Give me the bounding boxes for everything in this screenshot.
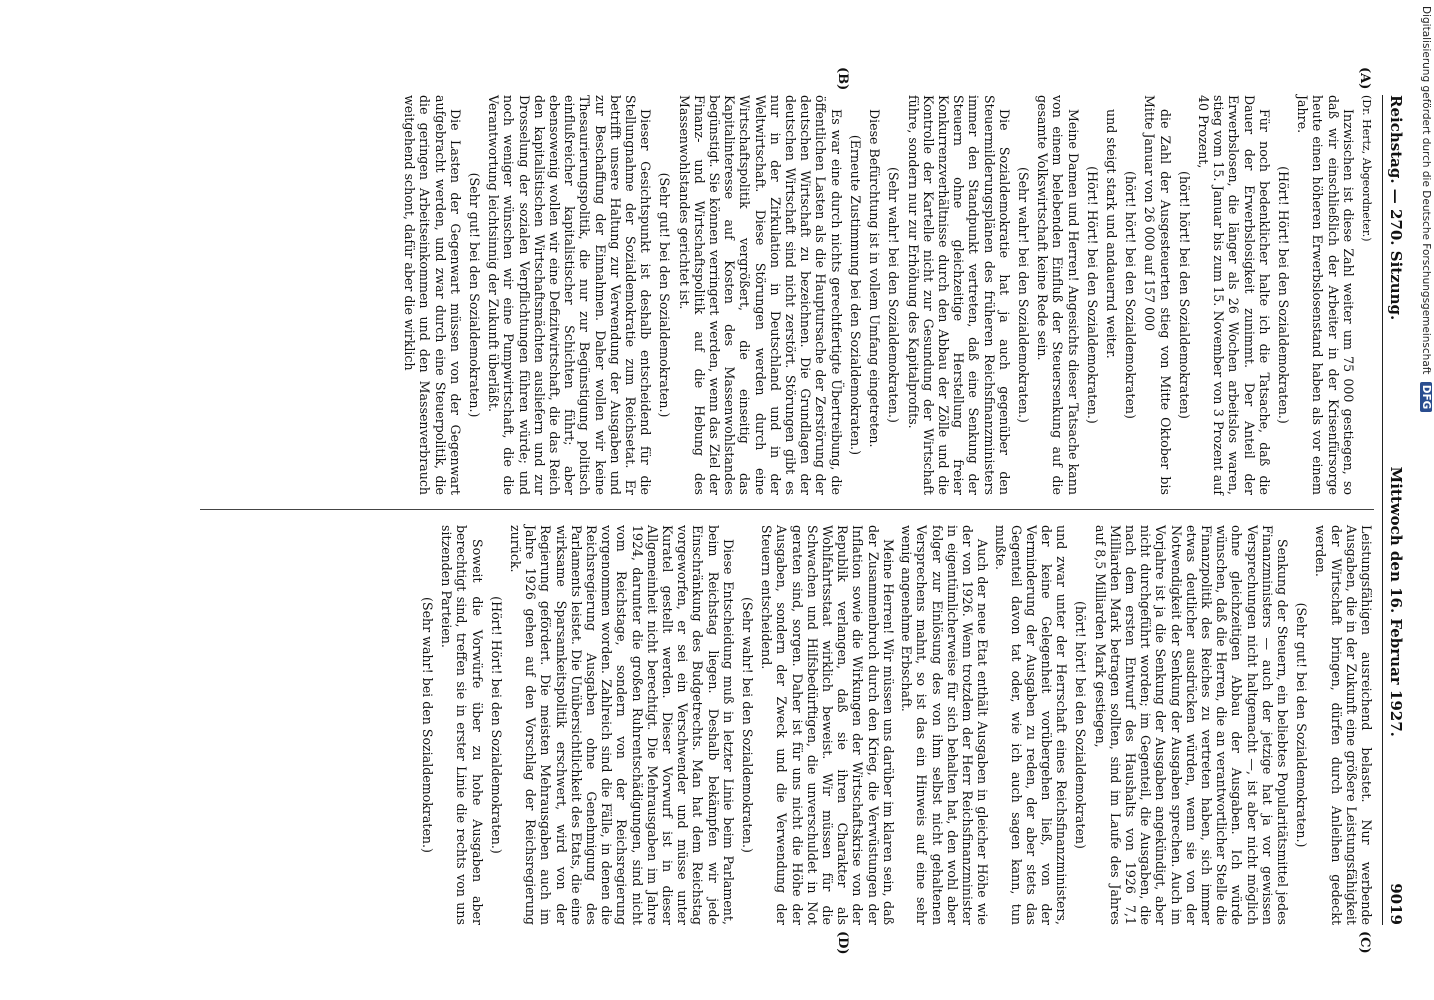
interjection: (hört! hört! bei den Sozialdemokraten) <box>1176 171 1192 419</box>
page-header <box>1382 95 1410 925</box>
interjection: (Sehr wahr! bei den Sozialdemokraten.) <box>1015 167 1031 423</box>
right-column <box>190 525 1374 925</box>
paragraph: Soweit die Vorwürfe über zu hohe Ausgaben aber berechtigt sind, treffen sie in erster Linie die rechts von uns sitzenden Parteien. <box>439 525 485 925</box>
paragraph: Die Sozialdemokratie hat ja auch gegenüber den Steuermilderungsplänen des früheren Reichsfinanzministers immer den Standpunkt vertreten, daß eine Senkung der Steuern ohne gleichzeitige Herstellung freier Konkurrenzverhältnisse durch den Abbau der Zölle und die Kontrolle der Kartelle nicht zur Gesundung der Wirtschaft führe, sondern nur zur Erhöhung des Kapitalprofits. <box>905 95 1012 495</box>
paragraph: Für noch bedenklicher halte ich die Tatsache, daß die Dauer der Erwerbslosigkeit zunimmt. Der Anteil der Erwerbslosen, die länger als 26 Wochen arbeitslos waren, stieg vom 15. Januar bis zum 15. November von 3 Prozent auf 40 Prozent, <box>1195 95 1272 495</box>
column-divider <box>200 509 1374 510</box>
paragraph: Inzwischen ist diese Zahl weiter um 75 000 gestiegen, so daß wir einschließlich der Arbeiter in der Krisenfürsorge heute einen höheren Erwerbslosenstand haben als vor einem Jahre. <box>1295 95 1356 495</box>
interjection: (Hört! Hört! bei den Sozialdemokraten.) <box>1275 166 1291 424</box>
paragraph: Meine Herren! Wir müssen uns darüber im klaren sein, daß der Zusammenbruch durch den Krieg, die Verwüstungen der Inflation sowie die Wirkungen der Wirtschaftskrise von der Republik verlangen, daß sie ihren Charakter als Wohlfahrtsstaat wirklich beweist. Wir müssen für die Schwachen und Hilfsbedürftigen, die unverschuldet in Not geraten sind, sorgen. Daher ist für uns nicht die Höhe der Ausgaben, sondern der Zweck und die Verwendung der Steuern entscheidend. <box>759 525 896 925</box>
speaker-label: (Dr. Hertz, Abgeordneter.) <box>1360 95 1373 242</box>
digitization-watermark <box>1416 6 1432 996</box>
interjection: (Hört! Hört! bei den Sozialdemokraten.) <box>1084 166 1100 424</box>
interjection: (Sehr gut! bei den Sozialdemokraten.) <box>467 172 483 418</box>
paragraph: Die Lasten der Gegenwart müssen von der Gegenwart aufgebracht werden, und zwar durch eine Steuerpolitik, die die geringen Arbeitseinkommen und den Massenverbrauch weitgehend schont, dafür aber die wirklich <box>402 95 463 495</box>
document-page <box>110 0 1430 1000</box>
margin-marker-b: (B) <box>835 67 850 91</box>
dfg-logo: DFG <box>1420 382 1432 413</box>
interjection: (Hört! Hört! bei den Sozialdemokraten.) <box>488 596 504 854</box>
paragraph: Es war eine durch nichts gerechtfertigte Übertreibung, die öffentlichen Lasten als die Hauptursache der Zerstörung der deutschen Wirtschaft zu bezeichnen. Die Grundlagen der deutschen Wirtschaft sind nicht zerstört. Störungen gibt es nur in der Zirkulation in Deutschland und in der Weltwirtschaft. Diese Störungen werden durch eine Wirtschaftspolitik vergrößert, die einseitig das Kapitalinteresse auf Kosten des Massenwohlstandes begünstigt. Sie können verringert werden, wenn das Ziel der Finanz- und Wirtschaftspolitik auf die Hebung des Massenwohlstandes gerichtet ist. <box>676 95 844 495</box>
paragraph: Dieser Gesichtspunkt ist deshalb entscheidend für die Stellungnahme der Sozialdemokratie zum Reichsetat. Er betrifft unsere Haltung zur Verwendung der Ausgaben und zur Beschaffung der Einnahmen. Daher wollen wir keine Thesaurierungspolitik, die nur zur Begünstigung politisch einflußreicher kapitalistischer Schichten führt; aber ebensowenig wollen wir eine Defizitwirtschaft, die das Reich den kapitalistischen Wirtschaftsmächten ausliefern und zur Drosselung der sozialen Verpflichtungen führen würde; und noch weniger wünschen wir eine Pumpwirtschaft, die die Verantwortung leichtsinnig der Zukunft überläßt. <box>486 95 654 495</box>
left-column <box>190 95 1374 495</box>
paragraph: Leistungsfähigen ausreichend belastet. Nur werbende Ausgaben, die in der Zukunft eine größere Leistungsfähigkeit der Wirtschaft bringen, dürfen durch Anleihen gedeckt werden. <box>1313 525 1374 925</box>
page-number: 9019 <box>1387 883 1405 925</box>
paragraph: Diese Befürchtung ist in vollem Umfang eingetreten. <box>867 109 883 448</box>
paragraph: Meine Damen und Herren! Angesichts dieser Tatsache kann von einem belebenden Einfluß der Steuersenkung auf die gesamte Volkswirtschaft keine Rede sein. <box>1035 95 1081 495</box>
interjection: (Sehr wahr! bei den Sozialdemokraten.) <box>886 167 902 423</box>
interjection: (Sehr gut! bei den Sozialdemokraten.) <box>1294 602 1310 848</box>
paragraph: und zwar unter der Herrschaft eines Reichsfinanzministers, der keine Gelegenheit vorübergehen ließ, von der Verminderung der Ausgaben zu reden, der aber stets das Gegenteil davon tat oder, wie ich auch sagen kann, tun mußte. <box>993 525 1070 925</box>
rotated-page-content <box>190 67 1410 955</box>
paragraph: Auch der neue Etat enthält Ausgaben in gleicher Höhe wie der von 1926. Wenn trotzdem der Herr Reichsfinanzminister in eigentümlicherweise für sich behalten hat, den wohl aber folger zur Einlösung des von ihm selbst nicht gehaltenen Versprechens mahnt, so ist das ein Hinweis auf eine sehr wenig angenehme Erbschaft. <box>899 525 991 925</box>
interjection: (Sehr gut! bei den Sozialdemokraten.) <box>657 172 673 418</box>
interjection: (hört! hört! bei den Sozialdemokraten) <box>1123 171 1139 419</box>
paragraph: und steigt stark und andauernd weiter. <box>1103 109 1119 359</box>
paragraph: Senkung der Steuern, ein beliebtes Popularitätsmittel jedes Finanzministers — auch der jetzige hat ja vor gewissen Versprechungen nicht haltgemacht —, ist aber nicht möglich ohne gleichzeitigen Abbau der Ausgaben. Ich würde wünschen, daß die Herren, die an verantwortlicher Stelle die Finanzpolitik des Reiches zu vertreten haben, sich immer etwas deutlicher ausdrücken würden, wenn sie von der Notwendigkeit der Senkung der Ausgaben sprechen. Auch im Vorjahre ist ja die Senkung der Ausgaben angekündigt, aber nicht durchgeführt worden; im Gegenteil, die Ausgaben, die nach dem ersten Entwurf des Haushalts von 1926 7,1 Milliarden Mark betragen sollten, sind im Laufe des Jahres auf 8,5 Milliarden Mark gestiegen, <box>1092 525 1290 925</box>
paragraph: die Zahl der Ausgesteuerten stieg von Mitte Oktober bis Mitte Januar von 26 000 auf 157 000 <box>1142 95 1173 495</box>
interjection: (Sehr wahr! bei den Sozialdemokraten.) <box>740 597 756 853</box>
interjection: (Erneute Zustimmung bei den Sozialdemokraten.) <box>847 134 863 456</box>
header-left: Reichstag. — 270. Sitzung. <box>1387 95 1405 321</box>
margin-marker-c: (C) <box>1357 931 1372 954</box>
interjection: (hört! hört! bei den Sozialdemokraten) <box>1073 601 1089 849</box>
paragraph: Diese Entscheidung muß in letzter Linie beim Parlament, beim Reichstag liegen. Deshalb bekämpfen wir jede Einschränkung des Budgetrechts. Man hat dem Reichstag vorgeworfen, er sei ein Verschwender und müsse unter Kuratel gestellt werden. Dieser Vorwurf ist in dieser Allgemeinheit nicht berechtigt. Die Mehrausgaben im Jahre 1924, darunter die großen Ruhrentschädigungen, sind nicht vom Reichstage, sondern von der Reichsregierung vorgenommen worden. Zahlreich sind die Fälle, in denen die Reichsregierung Ausgaben ohne Genehmigung des Parlaments leistet. Die Unübersichtlichkeit des Etats, die eine wirksame Sparsamkeitspolitik erschwert, wird von der Regierung gefördert. Die meisten Mehrausgaben auch im Jahre 1926 gehen auf den Vorschlag der Reichsregierung zurück. <box>508 525 736 925</box>
margin-marker-a: (A) <box>1357 67 1372 90</box>
header-date: Mittwoch den 16. Februar 1927. <box>1387 466 1405 737</box>
watermark-text: Digitalisierung gefördert durch die Deutsche Forschungsgemeinschaft <box>1420 6 1432 375</box>
margin-marker-d: (D) <box>835 931 850 955</box>
interjection: (Sehr wahr! bei den Sozialdemokraten.) <box>420 597 436 853</box>
